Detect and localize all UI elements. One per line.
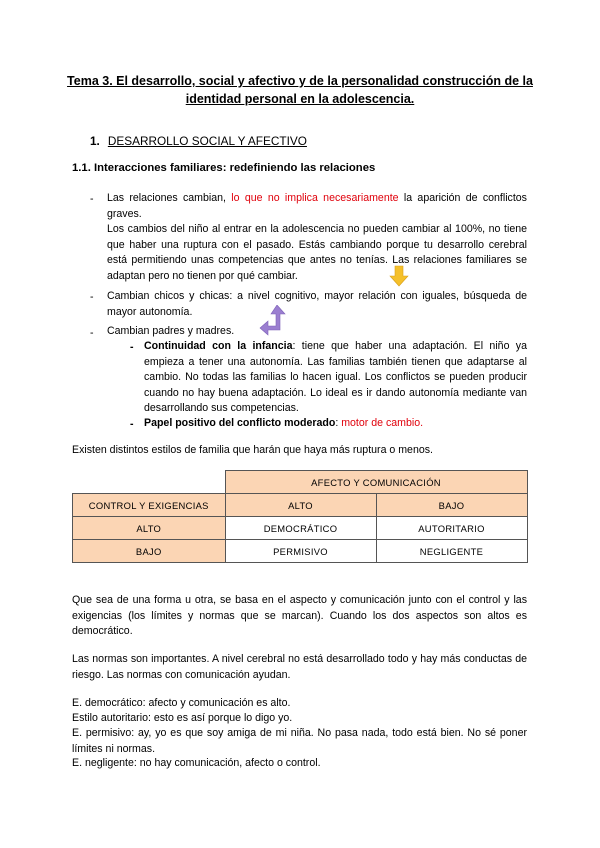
sub2-red: motor de cambio. xyxy=(341,417,424,429)
table-col-alto: ALTO xyxy=(225,494,376,517)
bullet-1-text xyxy=(107,191,527,222)
table-empty-cell xyxy=(73,471,226,494)
bullet-dash: - xyxy=(90,193,94,205)
bullet-2-text: Cambian chicos y chicas: a nivel cognitivo, mayor relación con iguales, búsqueda de mayor autonomía. xyxy=(107,290,527,318)
paragraph-estilo-3: E. permisivo: ay, yo es que soy amiga de mi niña. No pasa nada, todo está bien. No sé poner límites ni normas. xyxy=(72,727,527,755)
paragraph-forma: Que sea de una forma u otra, se basa en el aspecto y comunicación junto con el control y las exigencias (los límites y normas que se marcan). Cuando los dos aspectos son altos es democrático. xyxy=(72,594,527,637)
sub-bullet-1-text xyxy=(144,339,527,417)
paragraph-estilo-1: E. democrático: afecto y comunicación es alto. xyxy=(72,697,291,709)
b1-red-phrase: lo que no implica necesariamente xyxy=(231,192,399,204)
paragraph-estilo-4: E. negligente: no hay comunicación, afecto o control. xyxy=(72,757,321,769)
bullet-dash: - xyxy=(90,291,94,303)
page-title: Tema 3. El desarrollo, social y afectivo y de la personalidad construcción de la identidad personal en la adolescencia. xyxy=(67,74,533,106)
b1-post: la aparición de conflictos graves. xyxy=(107,192,527,220)
table-cell: DEMOCRÁTICO xyxy=(225,517,376,540)
paragraph-normas: Las normas son importantes. A nivel cerebral no está desarrollado todo y hay más conductas de riesgo. Las normas con comunicación ayudan. xyxy=(72,653,527,681)
sub2-bold: Papel positivo del conflicto moderado xyxy=(144,417,336,429)
table-header-afecto: AFECTO Y COMUNICACIÓN xyxy=(225,471,527,494)
sub-bullet-dash: - xyxy=(130,418,134,430)
table-cell: PERMISIVO xyxy=(225,540,376,563)
sub1-text: : tiene que haber una adaptación. El niño ya empieza a tener una autonomía. Las familias también tienen que adaptarse al cambio. No todas las familias lo hacen igual. Los conflictos se pueden producir cuando no hay buena adaptación. Lo ideal es ir dando autonomía mediante van desarrollando sus competencias. xyxy=(144,340,527,414)
subsection-heading: 1.1. Interacciones familiares: redefiniendo las relaciones xyxy=(72,162,376,174)
section-number: 1. xyxy=(90,134,100,148)
table-row-label: BAJO xyxy=(73,540,226,563)
table-col-bajo: BAJO xyxy=(376,494,527,517)
turn-arrow-icon xyxy=(257,305,287,339)
section-label: DESARROLLO SOCIAL Y AFECTIVO xyxy=(107,134,307,148)
bullet-1-paragraph: Los cambios del niño al entrar en la adolescencia no pueden cambiar al 100%, no tiene que haber una ruptura con el pasado. Estás cambiando porque tu desarrollo cerebral está permitiendo unas competencias que antes no tenías. Las relaciones familiares se adaptan pero no tienen por qué cambiar. xyxy=(107,223,527,282)
sub-bullet-dash: - xyxy=(130,341,134,353)
bullet-dash: - xyxy=(90,327,94,339)
sub-bullet-2-text xyxy=(144,416,527,432)
table-header-control: CONTROL Y EXIGENCIAS xyxy=(73,494,226,517)
table-intro: Existen distintos estilos de familia que harán que haya más ruptura o menos. xyxy=(72,444,433,456)
sub2-sep: : xyxy=(335,417,339,429)
table-cell: NEGLIGENTE xyxy=(376,540,527,563)
bullet-3-text: Cambian padres y madres. xyxy=(107,325,235,337)
table-row-label: ALTO xyxy=(73,517,226,540)
paragraph-estilo-2: Estilo autoritario: esto es así porque lo digo yo. xyxy=(72,712,293,724)
table-cell: AUTORITARIO xyxy=(376,517,527,540)
b1-pre: Las relaciones cambian, xyxy=(107,192,226,204)
family-styles-table xyxy=(72,470,528,563)
section-heading xyxy=(90,134,307,148)
sub1-bold: Continuidad con la infancia xyxy=(144,340,293,352)
arrow-down-icon xyxy=(388,265,410,287)
